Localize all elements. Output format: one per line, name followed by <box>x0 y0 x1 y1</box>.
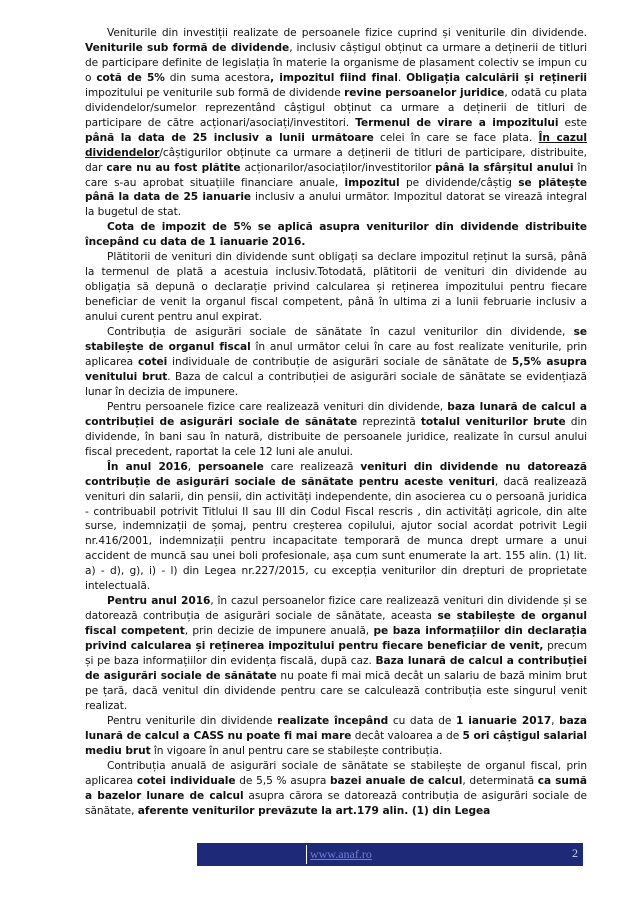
page-number: 2 <box>572 846 578 860</box>
paragraph-health-contribution: Contribuția de asigurări sociale de sănătate în cazul veniturilor din dividende, se stabilește de organul fiscal în anul următor celui în care au fost realizate veniturile, prin aplicarea cotei individuale de contribuție de asigurări sociale de sănătate de 5,5% asupra venitului brut. Baza de calcul a contribuției de asigurări sociale de sănătate se evidențiază lunar în decizia de impunere. <box>85 326 588 398</box>
paragraph-dividend-income: Veniturile din investiții realizate de persoanele fizice cuprind și veniturile din dividende. Veniturile sub formă de dividende, inclusiv câștigul obținut ca urmare a deținerii de titluri de participare definite de legislația în materie la organisme de plasament colectiv se impun cu o cotă de 5% din suma acestora, impozitul fiind final. Obligația calculării și reținerii impozitului pe veniturile sub formă de dividende revine persoanelor juridice, odată cu plata dividendelor/sumelor reprezentând câștigul obținut ca urmare a deținerii de titluri de participare de către acționari/asociați/investitori. Termenul de virare a impozitului este până la data de 25 inclusiv a lunii următoare celei în care se face plata. În cazul dividendelor/câștigurilor obținute ca urmare a deținerii de titluri de participare, distribuite, dar care nu au fost plătite acționarilor/asociaților/investitorilor până la sfârșitul anului în care s-au aprobat situațiile financiare anuale, impozitul pe dividende/câștig se plătește până la data de 25 ianuarie inclusiv a anului următor. Impozitul datorat se virează integral la bugetul de stat. <box>85 27 588 219</box>
paragraph-monthly-base: Pentru persoanele fizice care realizează venituri din dividende, baza lunară de calcul a contribuției de asigurări sociale de sănătate reprezintă totalul veniturilor brute din dividende, în bani sau în natură, distribuite de persoanele juridice, realizate în cursul anului fiscal precedent, raportat la cele 12 luni ale anului. <box>85 400 588 458</box>
paragraph-year-2016-assessment: Pentru anul 2016, în cazul persoanelor fizice care realizează venituri din dividende și se datorează contribuția de asigurări sociale de sănătate, aceasta se stabilește de organul fiscal competent, prin decizie de impunere anuală, pe baza informațiilor din declarația privind calcularea și reținerea impozitului pentru fiecare beneficiar de venit, precum și pe baza informațiilor din evidența fiscală, după caz. Baza lunară de calcul a contribuției de asigurări sociale de sănătate nu poate fi mai mică decât un salariu de bază minim brut pe țară, dacă venitul din dividende pentru care se calculează contribuția este singurul venit realizat. <box>85 595 587 712</box>
paragraph-tax-rate-2016: Cota de impozit de 5% se aplică asupra veniturilor din dividende distribuite începând cu data de 1 ianuarie 2016. <box>85 221 587 249</box>
paragraph-from-2017: Pentru veniturile din dividende realizate începând cu data de 1 ianuarie 2017, baza lunară de calcul a CASS nu poate fi mai mare decât valoarea a de 5 ori câștigul salarial mediu brut în vigoare în anul pentru care se stabilește contribuția. <box>85 714 587 757</box>
footer-divider <box>306 845 307 864</box>
footer-website-link[interactable]: www.anaf.ro <box>310 847 372 861</box>
paragraph-payer-obligations: Plătitorii de venituri din dividende sunt obligați sa declare impozitul reținut la sursă, până la termenul de plată a acestuia inclusiv.Totodată, plătitorii de venituri din dividende au obligația să depună o declarație privind calcularea și reținerea impozitului pentru fiecare beneficiar de venit la organul fiscal competent, până în ultima zi a lunii februarie inclusiv a anului curent pentru anul expirat. <box>85 251 587 324</box>
document-body <box>85 26 587 819</box>
footer-bar <box>197 843 583 866</box>
paragraph-year-2016-exemption: În anul 2016, persoanele care realizează venituri din dividende nu datorează contribuție de asigurări sociale de sănătate pentru aceste venituri, dacă realizează venituri din salarii, din pensii, din activități independente, din asocierea cu o persoană juridica - contribuabil potrivit Titlului II sau III din Codul Fiscal rescris , din activități agricole, din alte surse, indemnizații de șomaj, pentru creșterea copilului, ajutor social acordat potrivit Legii nr.416/2001, indemnizații pentru incapacitate temporară de munca drept urmare a unui accident de muncă sau unei boli profesionale, așa cum sunt enumerate la art. 155 alin. (1) lit. a) - d), g), i) - l) din Legea nr.227/2015, cu excepția veniturilor din drepturi de proprietate intelectuală. <box>85 460 587 593</box>
paragraph-annual-contribution: Contribuția anuală de asigurări sociale de sănătate se stabilește de organul fiscal, prin aplicarea cotei individuale de 5,5 % asupra bazei anuale de calcul, determinată ca sumă a bazelor lunare de calcul asupra cărora se datorează contribuția de asigurări sociale de sănătate, aferente veniturilor prevăzute la art.179 alin. (1) din Legea <box>85 759 588 817</box>
